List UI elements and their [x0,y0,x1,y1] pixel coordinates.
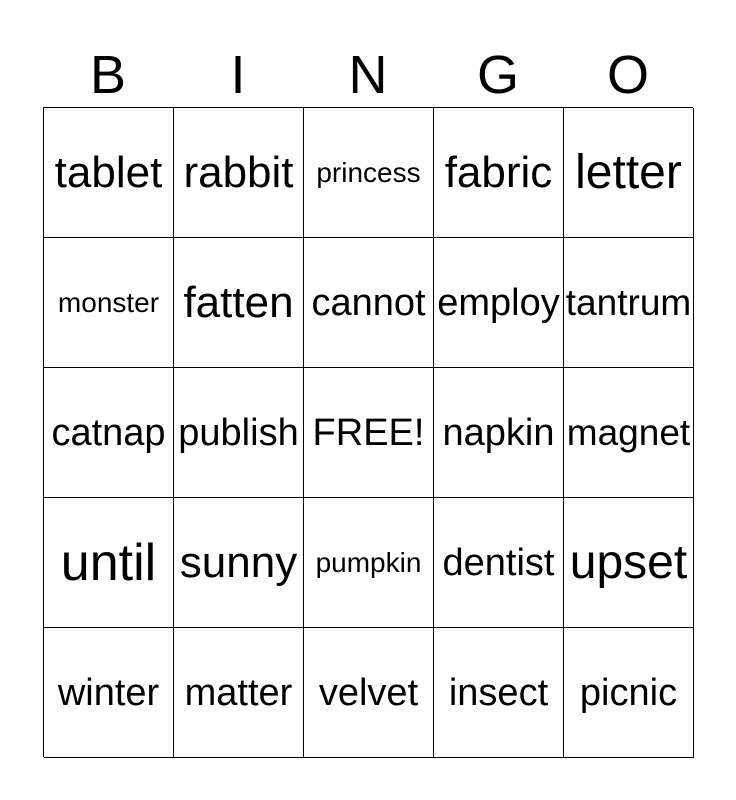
bingo-cell-word: catnap [51,411,166,454]
header-letter-g: G [476,45,519,105]
bingo-cell-word: monster [57,286,160,318]
bingo-cell-word: tablet [54,147,163,197]
bingo-cell[interactable] [434,628,564,758]
bingo-cell[interactable] [44,108,174,238]
header-letter-n: N [348,45,388,105]
bingo-cell[interactable] [174,368,304,498]
bingo-cell-word: matter [184,671,293,714]
bingo-cell-word: winter [57,671,160,714]
bingo-cell[interactable] [304,628,434,758]
bingo-cell[interactable] [564,628,694,758]
bingo-cell[interactable] [44,238,174,368]
header-letter-i: I [230,45,246,105]
bingo-cell[interactable] [434,108,564,238]
bingo-header [43,44,693,106]
bingo-cell[interactable] [44,368,174,498]
bingo-cell[interactable] [44,628,174,758]
bingo-cell-word: upset [569,535,688,589]
bingo-card-grid [43,107,693,757]
bingo-cell[interactable] [174,108,304,238]
bingo-cell[interactable] [304,368,434,498]
bingo-cell-word: cannot [311,281,426,324]
bingo-cell-word: magnet [566,412,691,453]
bingo-cell-word: picnic [579,671,678,714]
bingo-cell[interactable] [434,498,564,628]
bingo-cell-word: fatten [183,277,294,327]
bingo-cell-word: letter [575,145,682,199]
bingo-cell[interactable] [174,238,304,368]
bingo-cell[interactable] [434,238,564,368]
bingo-cell-word: publish [178,411,299,454]
bingo-cell-word: FREE! [312,411,425,454]
bingo-cell[interactable] [564,498,694,628]
bingo-cell[interactable] [174,628,304,758]
bingo-cell[interactable] [434,368,564,498]
bingo-cell-word: dentist [442,541,555,584]
bingo-cell[interactable] [304,238,434,368]
header-letter-o: O [606,45,649,105]
bingo-cell-word: tantrum [565,282,692,323]
bingo-cell-word: until [60,533,157,592]
bingo-cell[interactable] [174,498,304,628]
bingo-cell-word: employ [437,281,560,324]
bingo-cell-word: napkin [442,411,555,454]
bingo-cell[interactable] [44,498,174,628]
header-letter-b: B [89,45,127,105]
bingo-cell[interactable] [564,108,694,238]
bingo-cell[interactable] [564,238,694,368]
bingo-cell-word: princess [316,156,421,188]
bingo-cell-word: rabbit [183,147,294,197]
bingo-cell-word: fabric [444,147,553,197]
bingo-cell-word: sunny [179,537,298,587]
bingo-cell[interactable] [304,108,434,238]
bingo-cell-word: pumpkin [315,546,422,578]
bingo-cell[interactable] [304,498,434,628]
bingo-cell[interactable] [564,368,694,498]
bingo-cell-word: velvet [318,671,419,714]
bingo-cell-word: insect [448,671,549,714]
